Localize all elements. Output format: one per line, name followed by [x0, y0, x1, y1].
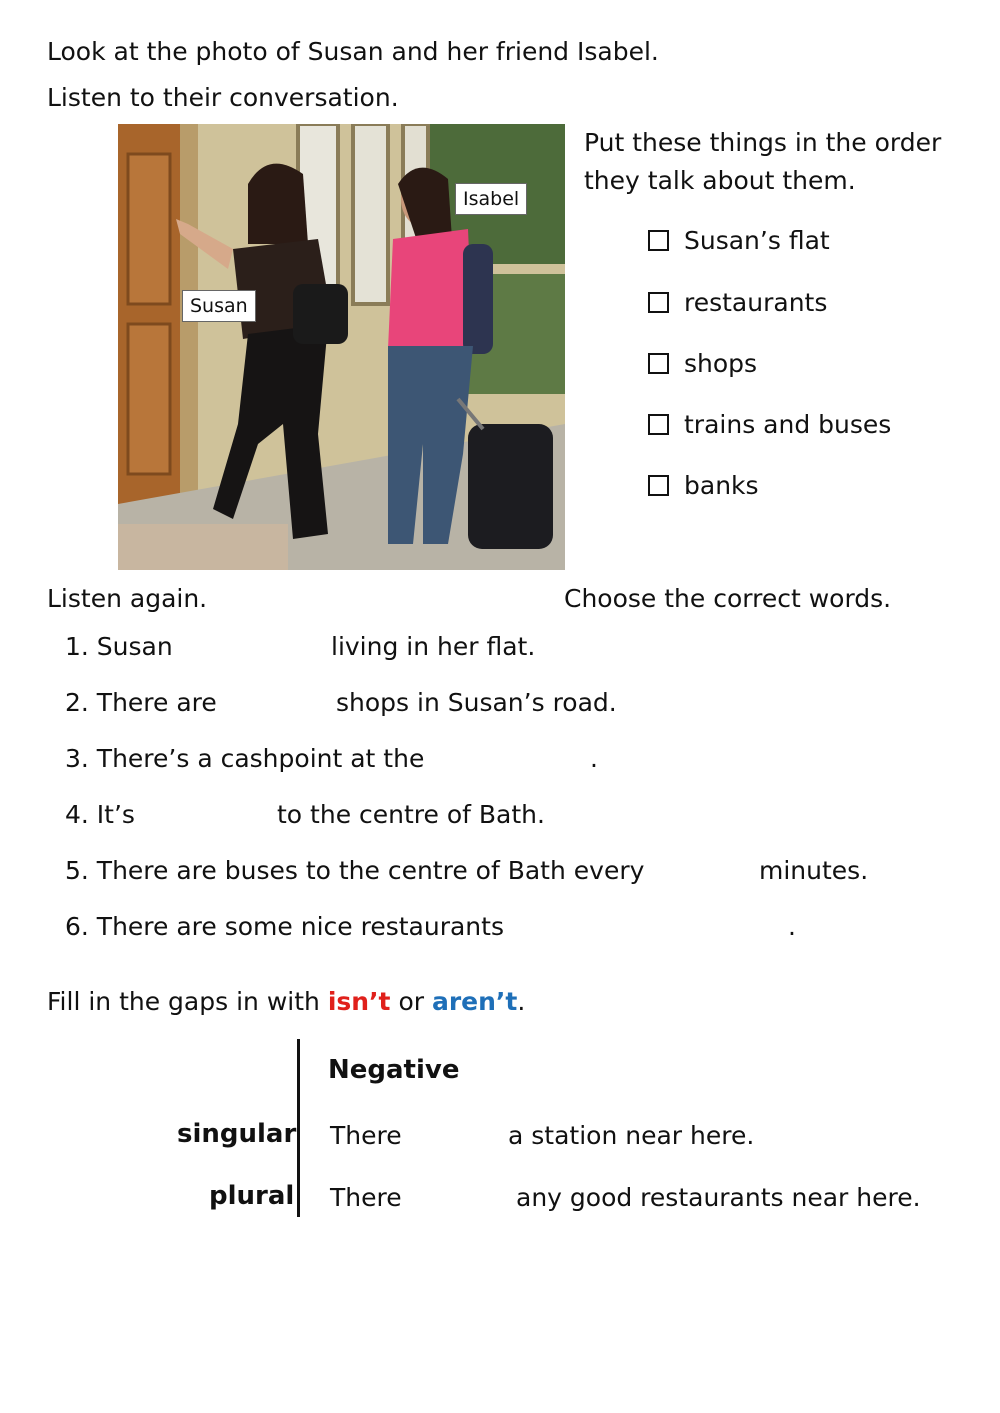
row-singular-end: a station near here.: [508, 1121, 755, 1150]
order-item-label: trains and buses: [684, 410, 892, 439]
intro-line-1: Look at the photo of Susan and her friend Isabel.: [47, 37, 659, 66]
row-label-plural: plural: [209, 1181, 295, 1211]
order-item-trains-buses[interactable]: [648, 410, 891, 439]
sentence-3-start: 3. There’s a cashpoint at the: [65, 744, 425, 773]
order-item-label: Susan’s flat: [684, 226, 830, 255]
sentence-5-end: minutes.: [759, 856, 869, 885]
row-label-singular: singular: [177, 1119, 297, 1149]
row-plural-start: There: [330, 1183, 402, 1212]
checkbox[interactable]: [648, 230, 669, 251]
fill-gaps-instruction: [47, 987, 525, 1016]
fill-gaps-suffix: .: [517, 987, 526, 1016]
isnt-word: isn’t: [327, 987, 391, 1016]
order-task-line-1: Put these things in the order: [584, 128, 942, 157]
checkbox[interactable]: [648, 353, 669, 374]
order-item-label: shops: [684, 349, 758, 378]
choose-words-label: Choose the correct words.: [564, 584, 892, 613]
order-item-label: banks: [684, 471, 759, 500]
checkbox[interactable]: [648, 475, 669, 496]
label-susan: Susan: [182, 290, 256, 322]
order-item-shops[interactable]: [648, 349, 757, 378]
sentence-1-end: living in her flat.: [331, 632, 536, 661]
or-word: or: [390, 987, 432, 1016]
sentence-4-end: to the centre of Bath.: [277, 800, 545, 829]
sentence-4-start: 4. It’s: [65, 800, 135, 829]
checkbox[interactable]: [648, 292, 669, 313]
sentence-6-end: .: [788, 912, 796, 941]
checkbox[interactable]: [648, 414, 669, 435]
order-item-banks[interactable]: [648, 471, 759, 500]
sentence-5-start: 5. There are buses to the centre of Bath every: [65, 856, 645, 885]
order-item-label: restaurants: [684, 288, 828, 317]
fill-gaps-prefix: Fill in the gaps in with: [47, 987, 328, 1016]
sentence-3-end: .: [590, 744, 598, 773]
sentence-2-end: shops in Susan’s road.: [336, 688, 617, 717]
row-plural-end: any good restaurants near here.: [516, 1183, 921, 1212]
listen-again-label: Listen again.: [47, 584, 208, 613]
row-singular-start: There: [330, 1121, 402, 1150]
table-divider: [297, 1039, 300, 1217]
order-item-susans-flat[interactable]: [648, 226, 830, 255]
table-header-negative: Negative: [328, 1055, 460, 1085]
arent-word: aren’t: [431, 987, 518, 1016]
sentence-6-start: 6. There are some nice restaurants: [65, 912, 504, 941]
sentence-2-start: 2. There are: [65, 688, 217, 717]
photo-susan-isabel: [118, 124, 565, 570]
label-isabel: Isabel: [455, 183, 527, 215]
order-item-restaurants[interactable]: [648, 288, 827, 317]
intro-line-2: Listen to their conversation.: [47, 83, 399, 112]
order-task-line-2: they talk about them.: [584, 166, 856, 195]
sentence-1-start: 1. Susan: [65, 632, 173, 661]
